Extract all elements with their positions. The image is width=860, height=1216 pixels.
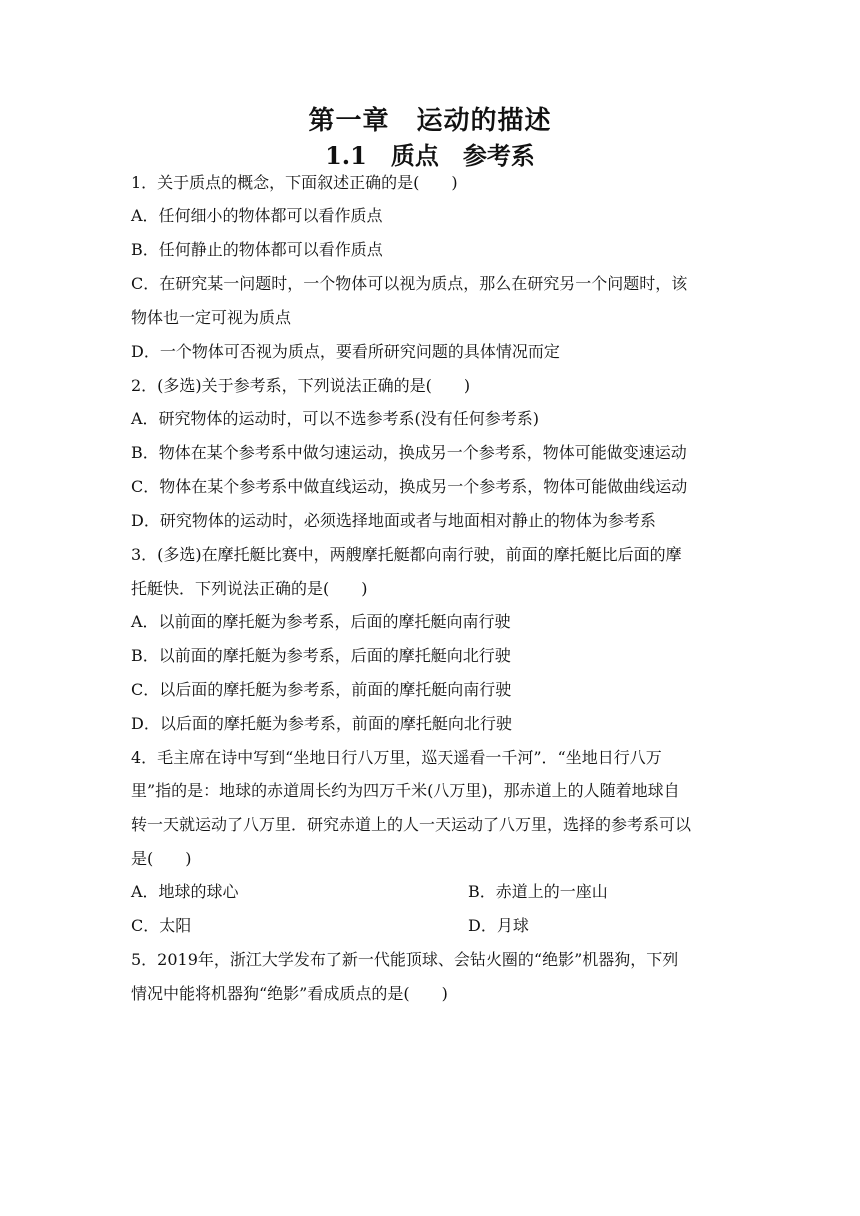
question-3-stem: 3．(多选)在摩托艇比赛中，两艘摩托艇都向南行驶，前面的摩托艇比后面的摩 <box>131 545 682 564</box>
question-2-stem: 2．(多选)关于参考系，下列说法正确的是( ) <box>131 376 471 395</box>
question-3-option-b: B．以前面的摩托艇为参考系，后面的摩托艇向北行驶 <box>131 646 511 665</box>
question-3-option-d: D．以后面的摩托艇为参考系，前面的摩托艇向北行驶 <box>131 714 512 733</box>
question-4-stem-cont-3: 是( ) <box>131 849 192 868</box>
question-5-stem: 5．2019年，浙江大学发布了新一代能顶球、会钻火圈的“绝影”机器狗，下列 <box>131 950 679 969</box>
question-1-option-d: D．一个物体可否视为质点，要看所研究问题的具体情况而定 <box>131 342 560 361</box>
question-4-option-c: C．太阳 <box>131 916 192 935</box>
question-1-option-c: C．在研究某一问题时，一个物体可以视为质点，那么在研究另一个问题时，该 <box>131 274 688 293</box>
question-1-option-a: A．任何细小的物体都可以看作质点 <box>131 206 383 225</box>
question-4-option-d: D．月球 <box>468 916 529 935</box>
question-2-option-b: B．物体在某个参考系中做匀速运动，换成另一个参考系，物体可能做变速运动 <box>131 443 687 462</box>
question-3-option-c: C．以后面的摩托艇为参考系，前面的摩托艇向南行驶 <box>131 680 512 699</box>
question-4-option-b: B．赤道上的一座山 <box>468 882 608 901</box>
question-4-stem: 4．毛主席在诗中写到“坐地日行八万里，巡天遥看一千河”．“坐地日行八万 <box>131 748 662 767</box>
question-1-option-c-cont: 物体也一定可视为质点 <box>131 308 292 327</box>
question-2-option-a: A．研究物体的运动时，可以不选参考系(没有任何参考系) <box>131 409 540 428</box>
question-3-option-a: A．以前面的摩托艇为参考系，后面的摩托艇向南行驶 <box>131 612 511 631</box>
question-5-stem-cont: 情况中能将机器狗“绝影”看成质点的是( ) <box>131 984 448 1003</box>
section-title: 1.1 质点 参考系 <box>325 141 535 170</box>
question-1-stem: 1．关于质点的概念，下面叙述正确的是( ) <box>131 173 458 192</box>
question-3-stem-cont: 托艇快．下列说法正确的是( ) <box>131 579 368 598</box>
question-2-option-c: C．物体在某个参考系中做直线运动，换成另一个参考系，物体可能做曲线运动 <box>131 477 688 496</box>
question-2-option-d: D．研究物体的运动时，必须选择地面或者与地面相对静止的物体为参考系 <box>131 511 656 530</box>
question-1-option-b: B．任何静止的物体都可以看作质点 <box>131 240 383 259</box>
question-4-stem-cont-1: 里”指的是：地球的赤道周长约为四万千米(八万里)，那赤道上的人随着地球自 <box>131 781 680 800</box>
question-4-option-a: A．地球的球心 <box>131 882 239 901</box>
chapter-title: 第一章 运动的描述 <box>308 106 552 136</box>
question-4-stem-cont-2: 转一天就运动了八万里．研究赤道上的人一天运动了八万里，选择的参考系可以 <box>131 815 692 834</box>
